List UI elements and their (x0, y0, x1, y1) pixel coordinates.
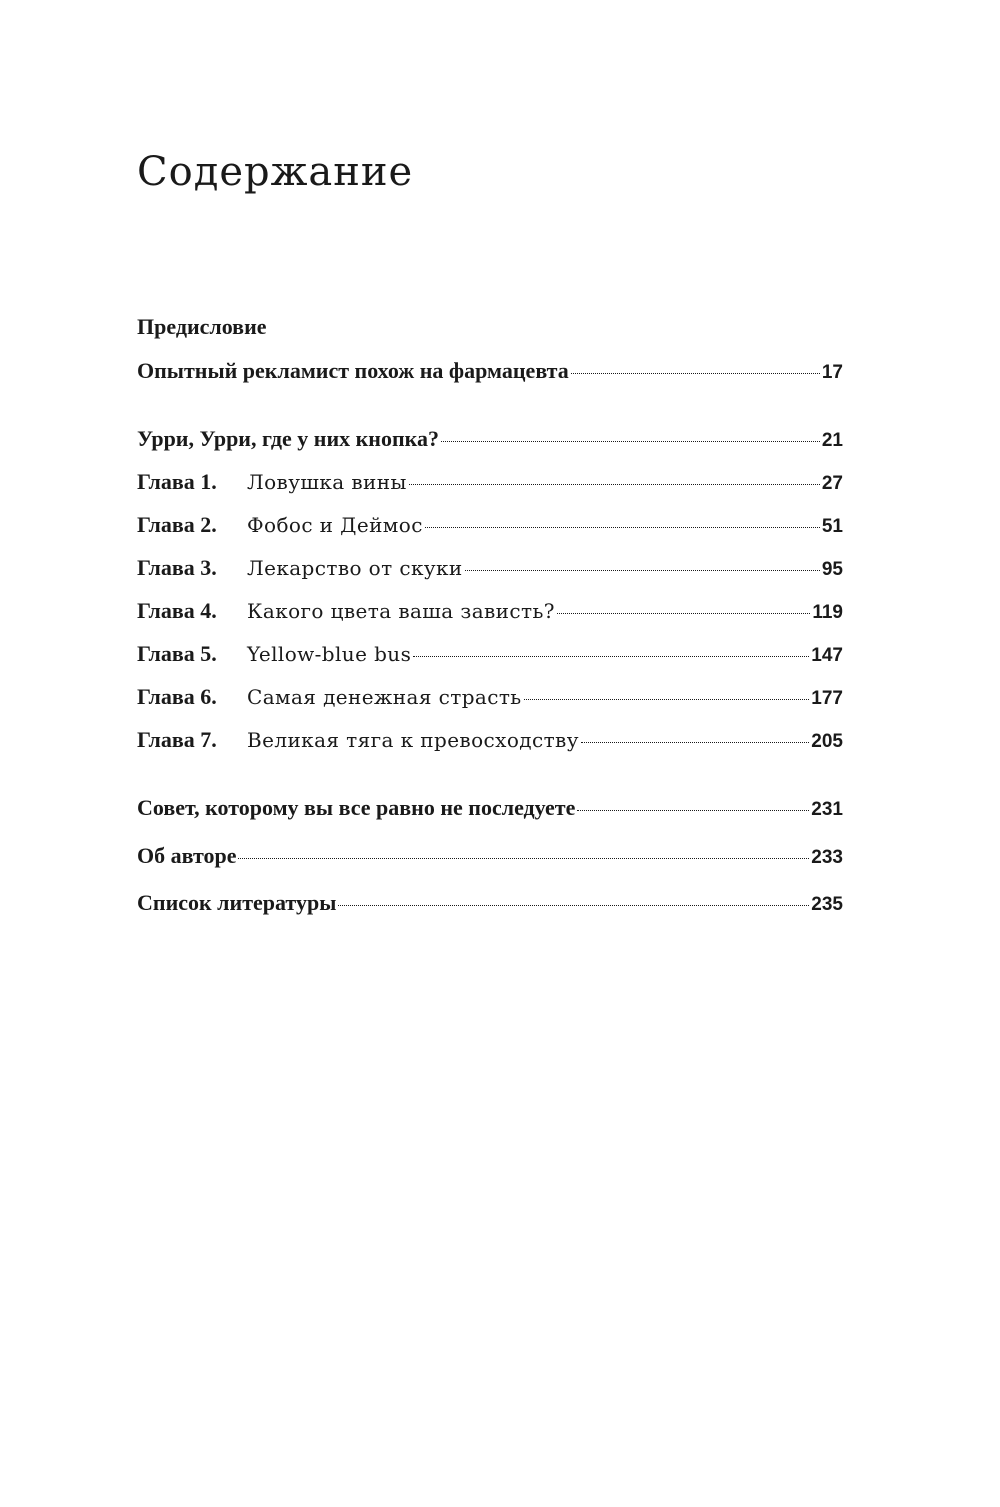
toc-page-number: 233 (811, 847, 843, 868)
dot-leader (238, 858, 809, 859)
toc-entry-title: Опытный рекламист похож на фармацевта (137, 358, 569, 383)
toc-entry-title: Об авторе (137, 843, 237, 868)
page-title: Содержание (137, 149, 414, 195)
toc-page-number: 95 (821, 559, 843, 580)
toc-chapter-title: Великая тяга к превосходству (247, 728, 579, 752)
toc-entry[interactable] (137, 357, 843, 385)
toc-entry[interactable] (137, 842, 843, 870)
toc-chapter-title: Лекарство от скуки (247, 556, 463, 580)
dot-leader (581, 742, 809, 743)
toc-chapter-entry[interactable] (137, 554, 843, 582)
toc-chapter-entry[interactable] (137, 511, 843, 539)
toc-page-number: 27 (821, 473, 843, 494)
toc-page-number: 21 (821, 430, 843, 451)
toc-entry-title: Урри, Урри, где у них кнопка? (137, 426, 439, 451)
dot-leader (571, 373, 820, 374)
toc-page-number: 51 (821, 516, 843, 537)
dot-leader (425, 527, 820, 528)
toc-chapter-number: Глава 1. (137, 469, 217, 494)
toc-chapter-entry[interactable] (137, 597, 843, 625)
toc-entry[interactable] (137, 794, 843, 822)
dot-leader (557, 613, 810, 614)
toc-page-number: 177 (811, 688, 843, 709)
toc-page-number: 17 (821, 362, 843, 383)
toc-chapter-number: Глава 4. (137, 598, 217, 623)
toc-chapter-title: Ловушка вины (247, 470, 407, 494)
toc-chapter-title: Yellow-blue bus (247, 642, 412, 666)
toc-entry[interactable] (137, 889, 843, 917)
toc-chapter-number: Глава 3. (137, 555, 217, 580)
dot-leader (409, 484, 820, 485)
dot-leader (441, 441, 820, 442)
toc-page-number: 205 (811, 731, 843, 752)
dot-leader (413, 656, 809, 657)
toc-chapter-number: Глава 6. (137, 684, 217, 709)
toc-page-number: 235 (811, 894, 843, 915)
toc-chapter-entry[interactable] (137, 640, 843, 668)
toc-chapter-number: Глава 5. (137, 641, 217, 666)
toc-entry-title: Совет, которому вы все равно не последуете (137, 795, 576, 820)
dot-leader (577, 810, 809, 811)
toc-preface-heading-label: Предисловие (137, 314, 267, 339)
toc-preface-heading (137, 313, 843, 341)
toc-entry-title: Список литературы (137, 890, 337, 915)
toc-entry[interactable] (137, 425, 843, 453)
toc-chapter-number: Глава 7. (137, 727, 217, 752)
toc-page-number: 147 (811, 645, 843, 666)
toc-chapter-title: Фобос и Деймос (247, 513, 423, 537)
dot-leader (524, 699, 810, 700)
toc-chapter-title: Какого цвета ваша зависть? (247, 599, 555, 623)
toc-chapter-entry[interactable] (137, 683, 843, 711)
toc-page-number: 119 (812, 602, 843, 623)
toc-chapter-title: Самая денежная страсть (247, 685, 522, 709)
toc-chapter-number: Глава 2. (137, 512, 217, 537)
toc-chapter-entry[interactable] (137, 726, 843, 754)
toc-page-number: 231 (811, 799, 843, 820)
toc-chapter-entry[interactable] (137, 468, 843, 496)
dot-leader (465, 570, 820, 571)
dot-leader (338, 905, 809, 906)
